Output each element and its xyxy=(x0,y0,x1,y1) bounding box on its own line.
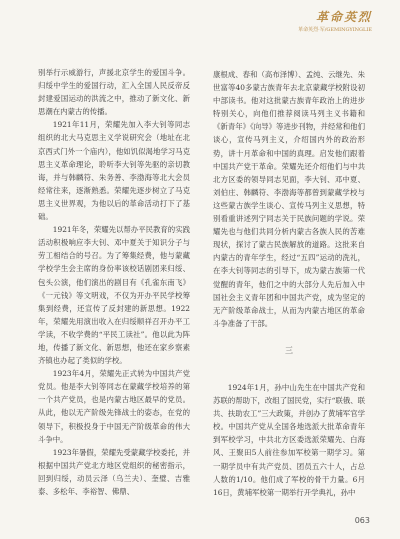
section-number: 三 xyxy=(285,345,293,355)
header-subtitle: 革命英烈·军/GEMINGYINGLIE xyxy=(298,27,372,33)
right-column xyxy=(213,68,365,499)
paragraph: 别举行示威游行，声援北京学生的爱国斗争。归绥中学生的爱国行动，汇入全国人民反帝反封建爱国运动的洪流之中，推动了新文化、新思潮在内蒙古的传播。 xyxy=(38,68,190,117)
paragraph: 1921年冬，荣耀先以帮办平民教育的实践活动积极响应李大钊、邓中夏关于知识分子与劳工相结合的号召。为了筹集经费，他与蒙藏学校学生会主席的身份率该校话剧团来归绥、包头公演，他们演出的剧目有《孔雀东南飞》《一元钱》等文明戏，不仅为开办平民学校筹集到经费，还宣传了反封建的新思想。1922年，荣耀先用演出收入在归绥顺祥召开办平工学读，不收学费的“平民工读社”。他以此为阵地，传播了新文化、新思想，他还在家乡察素齐镇也办起了类似的学校。 xyxy=(38,225,190,366)
header-title: 革命英烈 xyxy=(315,10,372,24)
page-number: 063 xyxy=(354,516,370,525)
page-header xyxy=(298,8,372,33)
paragraph: 1921年11月，荣耀先加入李大钊等同志组织的北大马克思主义学说研究会（地址在北京西式门外一个庙内），他如饥似渴地学习马克思主义革命理论，聆听李大钊等先驱的亲切教诲，并与韩麟符、朱务善、李渤海等北大会员经常往来，逐渐熟悉。荣耀先逐步树立了马克思主义世界观，为他以后的革命活动打下了基础。 xyxy=(38,120,190,222)
paragraph: 1923年暑假，荣耀先受蒙藏学校委托，并根据中国共产党北方地区党组织的秘密指示，回到归绥，动员云泽（乌兰夫）、奎璧、吉雅泰、多松年、李裕智、佛鼎、 xyxy=(38,447,190,496)
left-column xyxy=(38,66,190,498)
paragraph: 1923年4月，荣耀先正式转为中国共产党党员。他是李大钊等同志在蒙藏学校培养的第一个共产党员，也是内蒙古地区最早的党员。从此，他以无产阶级先锋战士的姿态，在党的领导下，积极投身于中国无产阶级革命的伟大斗争中。 xyxy=(38,369,190,444)
paragraph: 1924年1月，孙中山先生在中国共产党和苏联的帮助下，改组了国民党，实行“联俄、联共、扶助农工”三大政策，并创办了黄埔军官学校。中国共产党从全国各地选派大批革命青年到军校学习，中共北方区委选派荣耀先、白海风、王聚田5人前往参加军校第一期学习。第一期学员中有共产党员、团员五六十人，占总人数的1/10。他们成了军校的骨干力量。6月16日，黄埔军校第一期举行开学典礼，孙中 xyxy=(213,382,365,497)
paragraph: 康根成、春和（高布泽博）、孟纯、云继先、朱世富等40多蒙古族青年去北京蒙藏学校附设初中部读书。他对这批蒙古族青年政治上的进步特别关心，向他们推荐阅读马列主义书籍和《新青年》《向导》等进步刊物，并经常和他们谈心，宣传马列主义，介绍国内外的政治形势，讲十月革命和中国的真理。启发他们跟着中国共产党干革命。荣耀先还介绍他们与中共北方区委的领导同志见面，李大钊、邓中夏、刘伯庄、韩麟符、李渤海等都曾到蒙藏学校与这些蒙古族学生谈心、宣传马列主义思想，特别看重讲述列宁同志关于民族问题的学说。荣耀先也与他们共同分析内蒙古各族人民的苦难现状，探讨了蒙古民族解放的道路。这批来自内蒙古的青年学生，经过“五四”运动的洗礼，在李大钊等同志的引导下，成为蒙古族第一代觉醒的青年，他们之中的大部分人先后加入中国社会主义青年团和中国共产党，成为坚定的无产阶级革命战士，从而为内蒙古地区的革命斗争准备了干部。 xyxy=(213,70,365,328)
